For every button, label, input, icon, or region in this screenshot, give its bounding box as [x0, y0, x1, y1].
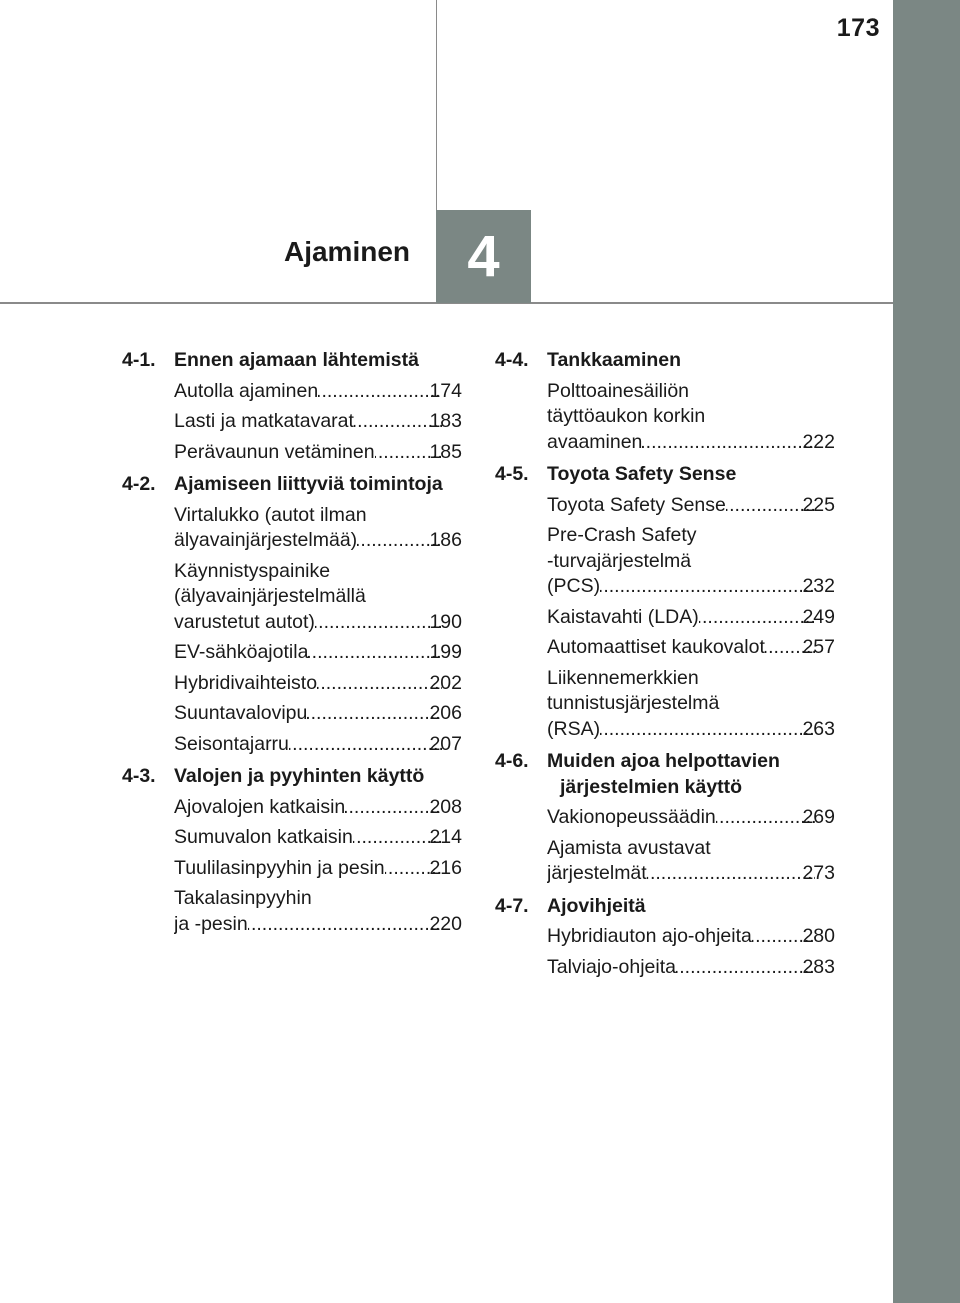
- entry-page-number: 232: [802, 575, 835, 597]
- entry-page-number: 207: [429, 732, 462, 755]
- entry-title-line: EV-sähköajotila: [174, 641, 309, 663]
- entry-title-line: älyavainjärjestelmää): [174, 529, 358, 551]
- entry-title-line: Ajamista avustavat: [547, 836, 711, 859]
- chapter-number-box: 4: [436, 210, 531, 303]
- section-number: 4-7.: [495, 894, 529, 917]
- entry-title-line: Polttoainesäiliön: [547, 379, 690, 402]
- entry-page-number: 220: [429, 912, 462, 935]
- toc-section: [495, 462, 835, 488]
- page-number: 173: [836, 14, 880, 42]
- toc-entry[interactable]: [122, 856, 462, 882]
- toc-entry[interactable]: [122, 671, 462, 697]
- toc-entry[interactable]: [122, 732, 462, 758]
- header-vertical-rule: [436, 0, 437, 210]
- entry-page-number: 174: [429, 379, 462, 402]
- toc-column-left: [122, 348, 462, 944]
- entry-title-line: järjestelmät: [547, 862, 647, 884]
- section-gap: [495, 985, 835, 987]
- entry-title-line: Perävaunun vetäminen: [174, 440, 375, 463]
- section-gap: [122, 942, 462, 944]
- toc-column-right: [495, 348, 835, 987]
- dot-leader: [600, 717, 815, 743]
- entry-page-number: 214: [429, 826, 462, 848]
- dot-leader: [315, 610, 443, 636]
- entry-page-number: 202: [429, 671, 462, 694]
- entry-page-number: 280: [802, 925, 835, 947]
- entry-title-line: Lasti ja matkatavarat: [174, 410, 354, 432]
- entry-page-number: 190: [429, 610, 462, 633]
- section-title: Ajovihjeitä: [547, 894, 646, 917]
- entry-title-line: avaaminen: [547, 430, 643, 453]
- toc-entry[interactable]: [122, 379, 462, 405]
- toc-section: [495, 749, 835, 800]
- toc-entry[interactable]: [122, 503, 462, 554]
- entry-title-line: ja -pesin: [174, 912, 248, 935]
- entry-title-line: Virtalukko (autot ilman: [174, 503, 367, 526]
- section-title: Valojen ja pyyhinten käyttö: [174, 765, 425, 787]
- section-number: 4-4.: [495, 349, 529, 371]
- toc-entry[interactable]: [122, 409, 462, 435]
- section-number: 4-6.: [495, 750, 529, 772]
- toc-entry[interactable]: [495, 955, 835, 981]
- entry-title-line: tunnistusjärjestelmä: [547, 692, 720, 714]
- toc-entry[interactable]: [495, 379, 835, 456]
- entry-title-line: Automaattiset kaukovalot: [547, 636, 765, 658]
- entry-page-number: 216: [429, 856, 462, 879]
- section-number: 4-1.: [122, 349, 156, 371]
- section-title: Ennen ajamaan lähtemistä: [174, 349, 419, 371]
- entry-title-line: Hybridivaihteisto: [174, 671, 318, 694]
- dot-leader: [699, 605, 816, 631]
- entry-title-line: Käynnistyspainike: [174, 559, 331, 582]
- section-number: 4-5.: [495, 463, 529, 485]
- toc-entry[interactable]: [122, 640, 462, 666]
- toc-section: [122, 472, 462, 498]
- toc-section: [122, 348, 462, 374]
- toc-entry[interactable]: [122, 559, 462, 636]
- dot-leader: [308, 640, 442, 666]
- toc-entry[interactable]: [122, 795, 462, 821]
- entry-page-number: 225: [802, 493, 835, 516]
- dot-leader: [716, 805, 816, 831]
- dot-leader: [647, 861, 816, 887]
- section-title: Toyota Safety Sense: [547, 463, 737, 485]
- entry-page-number: 273: [802, 862, 835, 884]
- section-title: Muiden ajoa helpottavien järjestelmien käyttö: [547, 750, 780, 798]
- side-tab-band: [893, 0, 960, 1303]
- entry-page-number: 206: [429, 702, 462, 724]
- toc-section: [495, 348, 835, 374]
- entry-title-line: täyttöaukon korkin: [547, 405, 706, 427]
- toc-section: [495, 894, 835, 920]
- entry-title-line: (älyavainjärjestelmällä: [174, 585, 366, 607]
- entry-title-line: (RSA): [547, 717, 601, 740]
- entry-title-line: Kaistavahti (LDA): [547, 605, 699, 628]
- entry-title-line: Pre-Crash Safety: [547, 524, 697, 546]
- entry-page-number: 222: [802, 430, 835, 453]
- entry-title-line: Suuntavalovipu: [174, 702, 308, 724]
- dot-leader: [289, 732, 443, 758]
- section-title: Tankkaaminen: [547, 349, 682, 371]
- toc-entry[interactable]: [495, 493, 835, 519]
- dot-leader: [600, 574, 815, 600]
- entry-page-number: 263: [802, 717, 835, 740]
- entry-title-line: Hybridiauton ajo-ohjeita: [547, 925, 752, 947]
- toc-entry[interactable]: [495, 836, 835, 887]
- dot-leader: [642, 430, 815, 456]
- toc-entry[interactable]: [122, 440, 462, 466]
- section-number: 4-3.: [122, 765, 156, 787]
- dot-leader: [345, 795, 442, 821]
- entry-page-number: 269: [802, 806, 835, 828]
- section-number: 4-2.: [122, 473, 156, 495]
- toc-entry[interactable]: [122, 886, 462, 937]
- entry-title-line: Talviajo-ohjeita: [547, 955, 676, 978]
- entry-title-line: Toyota Safety Sense: [547, 493, 726, 516]
- entry-page-number: 185: [429, 440, 462, 463]
- toc-section: [122, 764, 462, 790]
- section-title: Ajamiseen liittyviä toimintoja: [174, 473, 443, 495]
- dot-leader: [318, 379, 442, 405]
- entry-title-line: Ajovalojen katkaisin: [174, 795, 346, 818]
- entry-title-line: Tuulilasinpyyhin ja pesin: [174, 856, 385, 879]
- entry-title-line: Seisontajarru: [174, 732, 289, 755]
- entry-title-line: Liikennemerkkien: [547, 666, 699, 689]
- entry-page-number: 283: [802, 955, 835, 978]
- entry-title-line: (PCS): [547, 575, 601, 597]
- entry-page-number: 186: [429, 529, 462, 551]
- entry-page-number: 199: [429, 641, 462, 663]
- toc-entry[interactable]: [122, 825, 462, 851]
- dot-leader: [248, 912, 443, 938]
- toc-entry[interactable]: [495, 924, 835, 950]
- toc-entry[interactable]: [495, 635, 835, 661]
- toc-entry[interactable]: [495, 805, 835, 831]
- chapter-title: Ajaminen: [283, 236, 410, 267]
- entry-title-line: Takalasinpyyhin: [174, 887, 312, 909]
- entry-title-line: Autolla ajaminen: [174, 379, 319, 402]
- entry-page-number: 249: [802, 605, 835, 628]
- dot-leader: [676, 955, 815, 981]
- toc-entry[interactable]: [122, 701, 462, 727]
- toc-entry[interactable]: [495, 523, 835, 600]
- entry-title-line: Vakionopeussäädin: [547, 806, 716, 828]
- dot-leader: [307, 701, 442, 727]
- toc-entry[interactable]: [495, 605, 835, 631]
- entry-title-line: -turvajärjestelmä: [547, 549, 692, 572]
- entry-title-line: varustetut autot): [174, 610, 315, 633]
- dot-leader: [317, 671, 442, 697]
- entry-title-line: Sumuvalon katkaisin: [174, 826, 353, 848]
- entry-page-number: 208: [429, 795, 462, 818]
- toc-entry[interactable]: [495, 666, 835, 743]
- entry-page-number: 183: [429, 410, 462, 432]
- entry-page-number: 257: [802, 636, 835, 658]
